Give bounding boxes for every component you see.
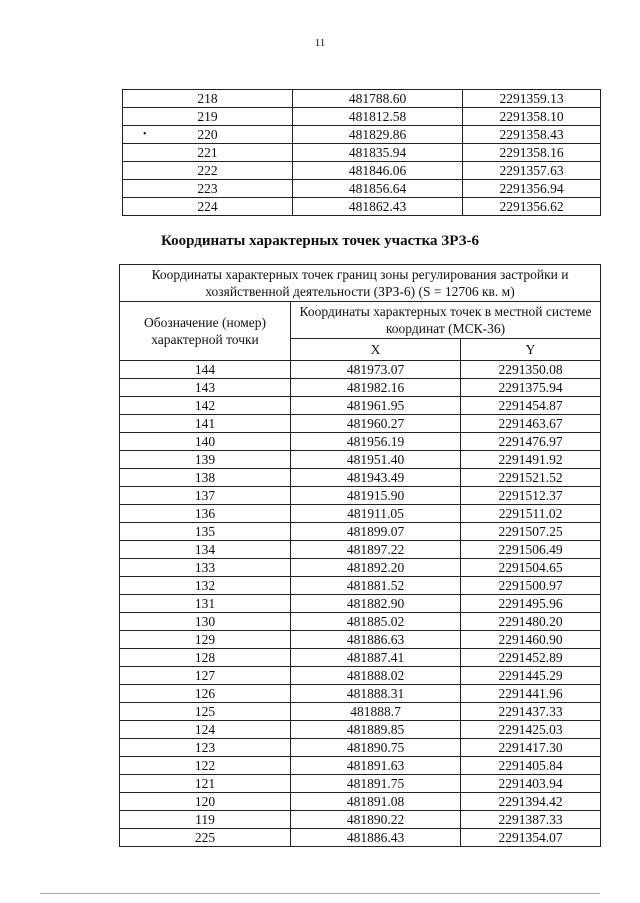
point-number-cell: 134 xyxy=(120,541,291,559)
table-row xyxy=(123,198,601,216)
table-row xyxy=(120,793,601,811)
table-row xyxy=(120,577,601,595)
x-header: X xyxy=(291,339,461,361)
x-coordinate-cell: 481887.41 xyxy=(291,649,461,667)
table-row xyxy=(123,90,601,108)
x-coordinate-cell: 481982.16 xyxy=(291,379,461,397)
x-coordinate-cell: 481856.64 xyxy=(293,180,463,198)
y-coordinate-cell: 2291511.02 xyxy=(461,505,601,523)
x-coordinate-cell: 481886.63 xyxy=(291,631,461,649)
table-row xyxy=(123,162,601,180)
x-coordinate-cell: 481915.90 xyxy=(291,487,461,505)
point-number-cell: 141 xyxy=(120,415,291,433)
point-number-cell: 222 xyxy=(123,162,293,180)
y-coordinate-cell: 2291506.49 xyxy=(461,541,601,559)
point-number-cell: 140 xyxy=(120,433,291,451)
table-row xyxy=(120,757,601,775)
y-coordinate-cell: 2291500.97 xyxy=(461,577,601,595)
y-coordinate-cell: 2291463.67 xyxy=(461,415,601,433)
x-coordinate-cell: 481835.94 xyxy=(293,144,463,162)
table-row xyxy=(120,649,601,667)
x-coordinate-cell: 481891.08 xyxy=(291,793,461,811)
table-row xyxy=(120,775,601,793)
table-row xyxy=(120,451,601,469)
point-number-cell: 218 xyxy=(123,90,293,108)
x-coordinate-cell: 481829.86 xyxy=(293,126,463,144)
coordinates-header: Координаты характерных точек в местной системе координат (МСК-36) xyxy=(291,302,601,339)
point-number-cell: 119 xyxy=(120,811,291,829)
y-coordinate-cell: 2291491.92 xyxy=(461,451,601,469)
table-row xyxy=(120,631,601,649)
table-row xyxy=(120,685,601,703)
bottom-rule xyxy=(40,893,600,894)
point-number-header: Обозначение (номер) характерной точки xyxy=(120,302,291,361)
x-coordinate-cell: 481960.27 xyxy=(291,415,461,433)
y-coordinate-cell: 2291356.94 xyxy=(463,180,601,198)
point-number-cell: 133 xyxy=(120,559,291,577)
table-row xyxy=(120,703,601,721)
table-row xyxy=(123,180,601,198)
y-coordinate-cell: 2291358.16 xyxy=(463,144,601,162)
table-row xyxy=(120,361,601,379)
point-number-cell: 143 xyxy=(120,379,291,397)
y-coordinate-cell: 2291441.96 xyxy=(461,685,601,703)
point-number-cell: 122 xyxy=(120,757,291,775)
x-coordinate-cell: 481885.02 xyxy=(291,613,461,631)
top-coordinates-table xyxy=(122,89,601,216)
x-coordinate-cell: 481846.06 xyxy=(293,162,463,180)
point-number-cell: 220 xyxy=(123,126,293,144)
point-number-cell: 138 xyxy=(120,469,291,487)
y-coordinate-cell: 2291452.89 xyxy=(461,649,601,667)
x-coordinate-cell: 481892.20 xyxy=(291,559,461,577)
y-coordinate-cell: 2291350.08 xyxy=(461,361,601,379)
x-coordinate-cell: 481889.85 xyxy=(291,721,461,739)
x-coordinate-cell: 481888.31 xyxy=(291,685,461,703)
table-row xyxy=(120,613,601,631)
point-number-cell: 132 xyxy=(120,577,291,595)
x-coordinate-cell: 481951.40 xyxy=(291,451,461,469)
x-coordinate-cell: 481882.90 xyxy=(291,595,461,613)
point-number-cell: 121 xyxy=(120,775,291,793)
point-number-cell: 131 xyxy=(120,595,291,613)
point-number-cell: 224 xyxy=(123,198,293,216)
table-row xyxy=(120,523,601,541)
table-row xyxy=(123,144,601,162)
point-number-cell: 219 xyxy=(123,108,293,126)
point-number-cell: 123 xyxy=(120,739,291,757)
y-coordinate-cell: 2291356.62 xyxy=(463,198,601,216)
point-number-cell: 128 xyxy=(120,649,291,667)
y-coordinate-cell: 2291460.90 xyxy=(461,631,601,649)
y-coordinate-cell: 2291354.07 xyxy=(461,829,601,847)
y-coordinate-cell: 2291454.87 xyxy=(461,397,601,415)
x-coordinate-cell: 481943.49 xyxy=(291,469,461,487)
point-number-cell: 129 xyxy=(120,631,291,649)
point-number-cell: 120 xyxy=(120,793,291,811)
point-number-cell: 126 xyxy=(120,685,291,703)
point-number-cell: 135 xyxy=(120,523,291,541)
y-coordinate-cell: 2291521.52 xyxy=(461,469,601,487)
point-number-cell: 225 xyxy=(120,829,291,847)
x-coordinate-cell: 481888.02 xyxy=(291,667,461,685)
point-number-cell: 137 xyxy=(120,487,291,505)
point-number-cell: 139 xyxy=(120,451,291,469)
point-number-cell: 144 xyxy=(120,361,291,379)
x-coordinate-cell: 481881.52 xyxy=(291,577,461,595)
table-row xyxy=(120,595,601,613)
point-number-cell: 223 xyxy=(123,180,293,198)
y-coordinate-cell: 2291358.10 xyxy=(463,108,601,126)
table-row xyxy=(120,541,601,559)
x-coordinate-cell: 481812.58 xyxy=(293,108,463,126)
x-coordinate-cell: 481973.07 xyxy=(291,361,461,379)
x-coordinate-cell: 481899.07 xyxy=(291,523,461,541)
y-coordinate-cell: 2291403.94 xyxy=(461,775,601,793)
x-coordinate-cell: 481862.43 xyxy=(293,198,463,216)
y-coordinate-cell: 2291507.25 xyxy=(461,523,601,541)
y-coordinate-cell: 2291417.30 xyxy=(461,739,601,757)
y-coordinate-cell: 2291394.42 xyxy=(461,793,601,811)
y-coordinate-cell: 2291387.33 xyxy=(461,811,601,829)
x-coordinate-cell: 481911.05 xyxy=(291,505,461,523)
y-coordinate-cell: 2291375.94 xyxy=(461,379,601,397)
y-coordinate-cell: 2291425.03 xyxy=(461,721,601,739)
point-number-cell: 125 xyxy=(120,703,291,721)
point-number-cell: 142 xyxy=(120,397,291,415)
table-row xyxy=(120,667,601,685)
table-row xyxy=(120,487,601,505)
point-number-cell: 124 xyxy=(120,721,291,739)
table-row xyxy=(120,433,601,451)
x-coordinate-cell: 481890.75 xyxy=(291,739,461,757)
table-row xyxy=(120,505,601,523)
y-coordinate-cell: 2291476.97 xyxy=(461,433,601,451)
table-row xyxy=(120,379,601,397)
dot-mark: • xyxy=(143,129,147,140)
table-row xyxy=(120,469,601,487)
main-table-body xyxy=(120,361,601,847)
x-coordinate-cell: 481886.43 xyxy=(291,829,461,847)
y-coordinate-cell: 2291358.43 xyxy=(463,126,601,144)
table-row xyxy=(120,829,601,847)
x-coordinate-cell: 481897.22 xyxy=(291,541,461,559)
x-coordinate-cell: 481891.63 xyxy=(291,757,461,775)
table-row xyxy=(120,415,601,433)
table-row xyxy=(123,126,601,144)
y-coordinate-cell: 2291405.84 xyxy=(461,757,601,775)
x-coordinate-cell: 481788.60 xyxy=(293,90,463,108)
x-coordinate-cell: 481961.95 xyxy=(291,397,461,415)
table-caption: Координаты характерных точек границ зоны регулирования застройки и хозяйственной деятельности (ЗРЗ-6) (S = 12706 кв. м) xyxy=(120,265,601,302)
zrz6-coordinates-table xyxy=(119,264,601,847)
y-coordinate-cell: 2291504.65 xyxy=(461,559,601,577)
y-coordinate-cell: 2291445.29 xyxy=(461,667,601,685)
point-number-cell: 127 xyxy=(120,667,291,685)
y-coordinate-cell: 2291359.13 xyxy=(463,90,601,108)
section-title: Координаты характерных точек участка ЗРЗ-6 xyxy=(161,233,479,249)
table-row xyxy=(123,108,601,126)
page-number: 11 xyxy=(314,37,326,49)
table-row xyxy=(120,721,601,739)
top-table-body xyxy=(123,90,601,216)
x-coordinate-cell: 481890.22 xyxy=(291,811,461,829)
table-row xyxy=(120,397,601,415)
table-row xyxy=(120,559,601,577)
table-row xyxy=(120,811,601,829)
y-coordinate-cell: 2291495.96 xyxy=(461,595,601,613)
point-number-cell: 221 xyxy=(123,144,293,162)
y-coordinate-cell: 2291480.20 xyxy=(461,613,601,631)
x-coordinate-cell: 481888.7 xyxy=(291,703,461,721)
y-coordinate-cell: 2291512.37 xyxy=(461,487,601,505)
table-row xyxy=(120,739,601,757)
y-header: Y xyxy=(461,339,601,361)
point-number-cell: 136 xyxy=(120,505,291,523)
y-coordinate-cell: 2291437.33 xyxy=(461,703,601,721)
point-number-cell: 130 xyxy=(120,613,291,631)
x-coordinate-cell: 481891.75 xyxy=(291,775,461,793)
y-coordinate-cell: 2291357.63 xyxy=(463,162,601,180)
x-coordinate-cell: 481956.19 xyxy=(291,433,461,451)
